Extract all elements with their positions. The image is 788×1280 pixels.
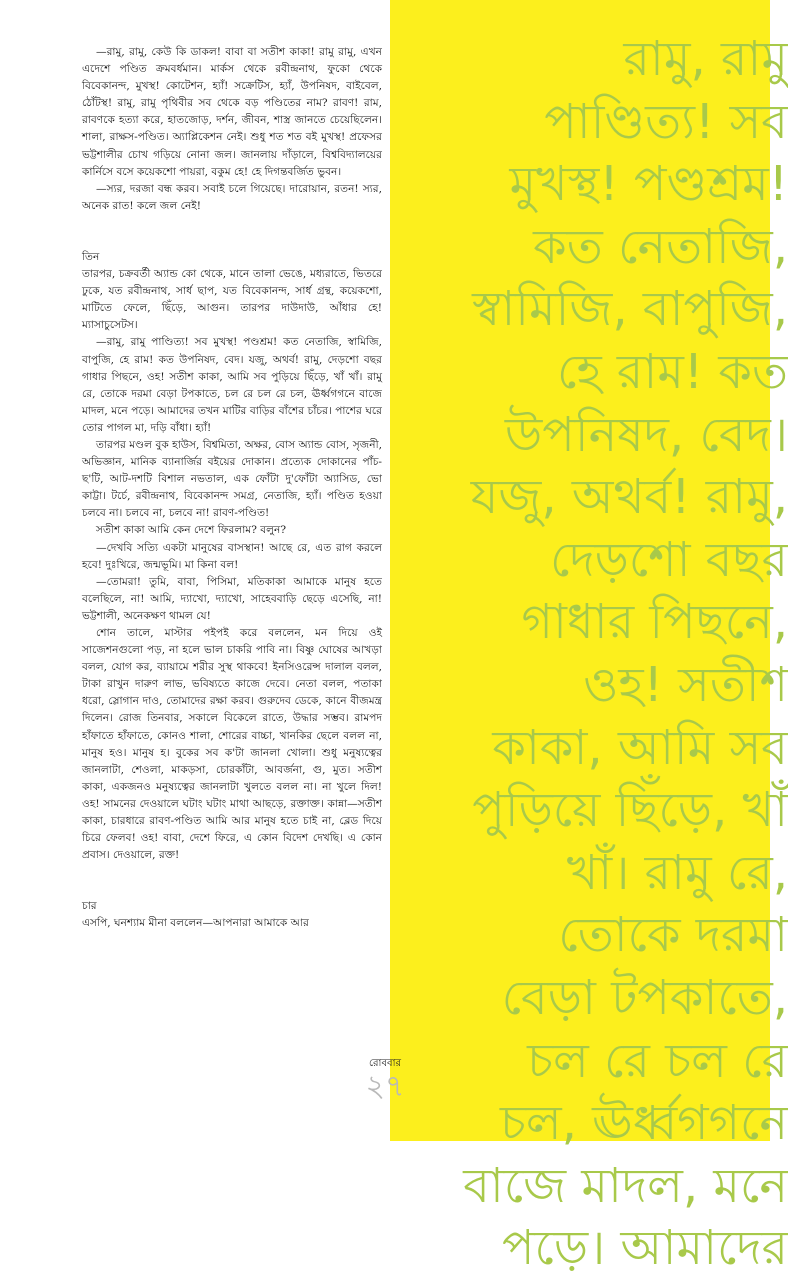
- pull-quote: [368, 28, 788, 1280]
- paragraph: —রামু, রামু, কেউ কি ডাকল! বাবা বা সতীশ কাকা! রামু রামু, এখন এদেশে পণ্ডিত ক্রমবর্ধমান। মার্কস থেকে রবীন্দ্রনাথ, ফুকো থেকে বিবেকানন্দ, মুখস্থ! কোটেশন, হ্যাঁ! সক্রেটিস, হ্যাঁ, উপনিষদ, বাইবেল, ঠোঁটস্থ! রামু, রামু পৃথিবীর সব থেকে বড় পণ্ডিতের নাম? রাবণ! রাম, রাবণকে হত্যা করে, হাতজোড়, দর্শন, জীবন, শাস্ত্র জানতে চেয়েছিলেন। শালা, রাক্ষস-পণ্ডিত। অ্যাপ্লিকেশন নেই। শুধু শত শত বই মুখস্থ! প্রফেসর ভট্টশালীর চোখ গড়িয়ে নোনা জল। জানলায় দাঁড়ালে, বিশ্ববিদ্যালয়ের কার্নিসে বসে কয়েকশো পায়রা, বকুম হে! হে দিগন্তবর্জিত ভুবন।: [82, 46, 382, 178]
- pull-quote-line: কাকা, আমি সব: [492, 719, 788, 776]
- pull-quote-line: স্বামিজি, বাপুজি,: [472, 281, 788, 338]
- pull-quote-line: পাণ্ডিত্য! সব: [544, 93, 788, 150]
- pull-quote-line: যজু, অথর্ব! রামু,: [470, 469, 788, 526]
- pull-quote-line: হে রাম! কত: [556, 343, 788, 400]
- pull-quote-line: গাধার পিছনে,: [521, 594, 788, 651]
- section-heading-four: চার: [82, 900, 97, 913]
- page-folio: [355, 1056, 415, 1104]
- pull-quote-line: ওহ! সতীশ: [583, 656, 788, 713]
- paragraph: তারপর, চক্রবর্তী অ্যান্ড কো থেকে, মানে তালা ভেঙে, মধ্যরাতে, ভিতরে ঢুকে, যত রবীন্দ্রনাথ, সার্ধ ছাপ, যত বিবেকানন্দ, সার্ধ গ্রন্থ, কয়েকশো, মাটিতে ফেলে, ছিঁড়ে, আগুন। তারপর দাউদাউ, আঁধার হে! ম্যাসাচুসেটস।: [82, 268, 382, 332]
- pull-quote-line: চল, ঊর্ধ্বগগনে: [500, 1095, 788, 1152]
- pull-quote-line: কত নেতাজি,: [533, 218, 788, 275]
- paragraph: সতীশ কাকা আমি কেন দেশে ফিরলাম? বলুন?: [96, 524, 287, 537]
- paragraph: —দেখবি সত্যি একটা মানুষের বাসস্থান! আছে রে, এত রাগ করলে হবে! দুঃখিরে, জন্মভূমি। মা কিনা বল!: [82, 541, 382, 571]
- pull-quote-line: খাঁ। রামু রে,: [566, 844, 788, 901]
- pull-quote-line: দেড়শো বছর: [549, 531, 788, 588]
- paragraph: —স্যর, দরজা বন্ধ করব। সবাই চলে গিয়েছে। দারোয়ান, রতন! স্যর, অনেক রাত! কলে জল নেই!: [82, 182, 382, 212]
- pull-quote-line: পড়ে। আমাদের: [501, 1220, 788, 1277]
- pull-quote-line: বাজে মাদল, মনে: [463, 1157, 788, 1214]
- folio-day: রোববার: [369, 1058, 401, 1069]
- pull-quote-line: মুখস্থ! পণ্ডশ্রম!: [509, 156, 788, 213]
- paragraph: —রামু, রামু পাণ্ডিত্য! সব মুখস্থ! পণ্ডশ্রম! কত নেতাজি, স্বামিজি, বাপুজি, হে রাম! কত উপনিষদ, বেদ। যজু, অথর্ব! রামু, দেড়শো বছর গাধার পিছনে, ওহ! সতীশ কাকা, আমি সব পুড়িয়ে ছিঁড়ে, খাঁ খাঁ। রামু রে, তোকে দরমা বেড়া টপকাতে, চল রে চল রে চল, ঊর্ধ্বগগনে বাজে মাদল, মনে পড়ে। আমাদের তখন মাটির বাড়ির বাঁশের চাঁচর। পাশের ঘরে তোর পাগল মা, দড়ি বাঁধা। হ্যাঁ!: [82, 336, 382, 434]
- pull-quote-line: বেড়া টপকাতে,: [501, 969, 788, 1026]
- article-body: [82, 44, 382, 933]
- pull-quote-line: চল রে চল রে: [527, 1032, 788, 1089]
- pull-quote-line: পুড়িয়ে ছিঁড়ে, খাঁ: [472, 782, 788, 839]
- paragraph: তারপর মণ্ডল বুক হাউস, বিশ্বমিতা, অক্ষর, বোস অ্যান্ড বোস, সৃজনী, অভিজ্ঞান, মানিক ব্যানার্জির বইয়ের দোকান। প্রত্যেক দোকানের পাঁচ-ছ'টি, আট-দশটি বিশাল নভতাল, এক ফোঁটা দু'ফোঁটা অ্যাসিড, ভো কাট্টা। টর্চে, রবীন্দ্রনাথ, বিবেকানন্দ সমগ্র, নেতাজি, হ্যাঁ। পণ্ডিত হওয়া চলবে না। চলবে না, চলবে না! রাবণ-পণ্ডিত!: [82, 438, 382, 520]
- pull-quote-line: রামু, রামু: [623, 31, 788, 87]
- page-number: ২৭: [365, 1069, 405, 1104]
- section-heading-three: তিন: [82, 250, 100, 263]
- paragraph: —তোমরা! তুমি, বাবা, পিসিমা, মতিকাকা আমাকে মানুষ হতে বলেছিলে, না! আমি, দ্যাখো, দ্যাখো, সাহেববাড়ি ছেড়ে এসেছি, না! ভট্টশালী, অনেকক্ষণ থামল যে!: [82, 575, 382, 622]
- pull-quote-line: তোকে দরমা: [558, 907, 788, 964]
- paragraph: শোন তালে, মাস্টার পইপই করে বললেন, মন দিয়ে ওই সাজেশনগুলো পড়, না হলে ভাল চাকরি পাবি না। বিষ্ণু ঘোষের আখড়া বলল, যোগ কর, ব্যায়ামে শরীর সুস্থ থাকবে! ইনসিওরেন্স দালাল বলল, টাকা রাখুন দারুণ লাভ, ভবিষ্যতে কাজে দেবে। নেতা বলল, পতাকা ধরো, স্লোগান দাও, তোমাদের রক্ষা করব। গুরুদেব ডেকে, কানে বীজমন্ত্র দিলেন। রোজ তিনবার, সকালে বিকেলে রাতে, উদ্ধার সম্ভব। রামপদ হাঁফাতে হাঁফাতে, কোনও শালা, শোরের বাচ্চা, খানকির ছেলে বলল না, মানুষ হও। মানুষ হ। বুকের সব ক'টা জানলা খোলা। শুধু মনুষ্যত্বের জানলাটা, শেওলা, মাকড়সা, চোরকাঁটা, আবর্জনা, গু, মুত। সতীশ কাকা, একজনও মনুষ্যত্বের জানলাটা খুলতে বলল না। না খুলে দিল! ওহ! সামনের দেওয়ালে ঘটাং ঘটাং মাথা আছড়ে, রক্তাক্ত। কান্না—সতীশ কাকা, চারধারে রাবণ-পণ্ডিত আমি আর মানুষ হতে চাই না, ব্লেড দিয়ে চিরে ফেলব! ওহ! বাবা, দেশে ফিরে, এ কোন বিদেশ দেখছি। এ কোন প্রবাস। দেওয়ালে, রক্ত!: [82, 627, 382, 862]
- pull-quote-panel: [390, 0, 788, 1277]
- paragraph: এসপি, ঘনশ্যাম মীনা বললেন—আপনারা আমাকে আর: [82, 917, 309, 930]
- pull-quote-line: উপনিষদ, বেদ।: [504, 406, 788, 463]
